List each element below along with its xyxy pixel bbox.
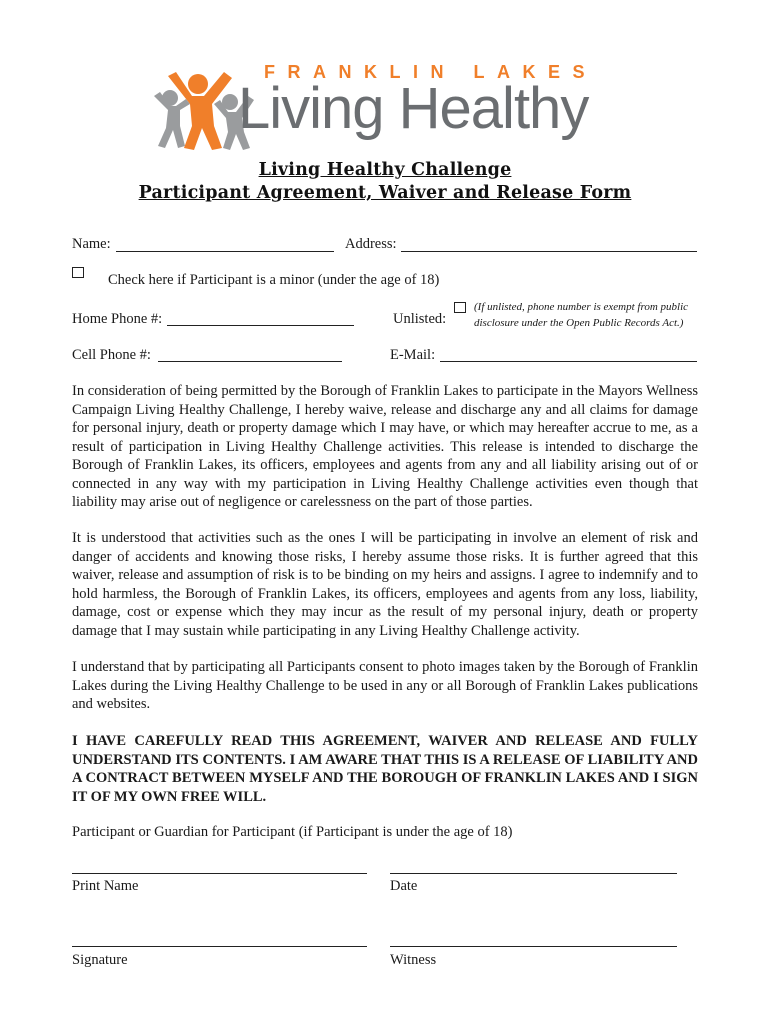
logo-franklin-lakes-text: FRANKLIN LAKES [264, 62, 597, 82]
minor-checkbox-label: Check here if Participant is a minor (under the age of 18) [108, 272, 440, 288]
waiver-paragraph-1: In consideration of being permitted by the Borough of Franklin Lakes to participate in the Mayors Wellness Campaign Living Healthy Challenge, I hereby waive, release and discharge any and all claims for damage for personal injury, death or property damage which I may have, or which may hereafter accrue to me, as a result of participation in Living Healthy Challenge activities. This release is intended to discharge the Borough of Franklin Lakes, its officers, employees and agents from any and all liability arising out of or connected in any way with my participation in Living Healthy Challenge activities even though that liability may arise out of negligence or carelessness on the part of those parties. [72, 383, 698, 510]
photo-consent-paragraph: I understand that by participating all Participants consent to photo images taken by the Borough of Franklin Lakes during the Living Healthy Challenge to be used in any or all Borough of Franklin Lakes publications and websites. [72, 659, 698, 712]
signature-field[interactable] [72, 946, 367, 947]
print-name-label: Print Name [72, 878, 139, 894]
waiver-paragraph-2: It is understood that activities such as the ones I will be participating in involve an element of risk and danger of accidents and knowing those risks, I hereby assume those risks. It is further agreed that this waiver, release and assumption of risk is to be binding on my heirs and assigns. I agree to indemnify and to hold harmless, the Borough of Franklin Lakes, its officers, employees and agents from any loss, liability, damage, cost or expense which they may incur as the result of my personal injury, death or property damage that I may sustain while participating in any Living Healthy Challenge activity. [72, 530, 698, 639]
unlisted-label: Unlisted: [393, 311, 447, 327]
home-phone-field[interactable] [167, 325, 354, 326]
logo-living-healthy-text: Living Healthy [238, 76, 589, 141]
signature-label: Signature [72, 952, 128, 968]
unlisted-note-line-2: disclosure under the Open Public Records Act.) [474, 317, 684, 329]
date-label: Date [390, 878, 418, 894]
acknowledgement-paragraph: I HAVE CAREFULLY READ THIS AGREEMENT, WAIVER AND RELEASE AND FULLY UNDERSTAND ITS CONTENTS. I AM AWARE THAT THIS IS A RELEASE OF LIABILITY AND A CONTRACT BETWEEN MYSELF AND THE BOROUGH OF FRANKLIN LAKES AND I SIGN IT OF MY OWN FREE WILL. [72, 733, 698, 805]
email-field[interactable] [440, 361, 697, 362]
name-field[interactable] [116, 251, 334, 252]
witness-label: Witness [390, 952, 437, 968]
address-label: Address: [345, 236, 397, 252]
form-subtitle: Participant Agreement, Waiver and Release Form [138, 183, 632, 203]
franklin-lakes-living-healthy-logo [150, 62, 620, 152]
guardian-note: Participant or Guardian for Participant (if Participant is under the age of 18) [72, 824, 513, 840]
address-field[interactable] [401, 251, 697, 252]
minor-checkbox[interactable] [72, 267, 84, 278]
form-title: Living Healthy Challenge [258, 160, 512, 180]
unlisted-note-line-1: (If unlisted, phone number is exempt from public [474, 301, 689, 313]
email-label: E-Mail: [390, 347, 436, 363]
unlisted-checkbox[interactable] [454, 302, 466, 313]
cell-phone-field[interactable] [158, 361, 342, 362]
home-phone-label: Home Phone #: [72, 311, 163, 327]
print-name-field[interactable] [72, 873, 367, 874]
date-field[interactable] [390, 873, 677, 874]
cell-phone-label: Cell Phone #: [72, 347, 151, 363]
name-label: Name: [72, 236, 111, 252]
witness-field[interactable] [390, 946, 677, 947]
